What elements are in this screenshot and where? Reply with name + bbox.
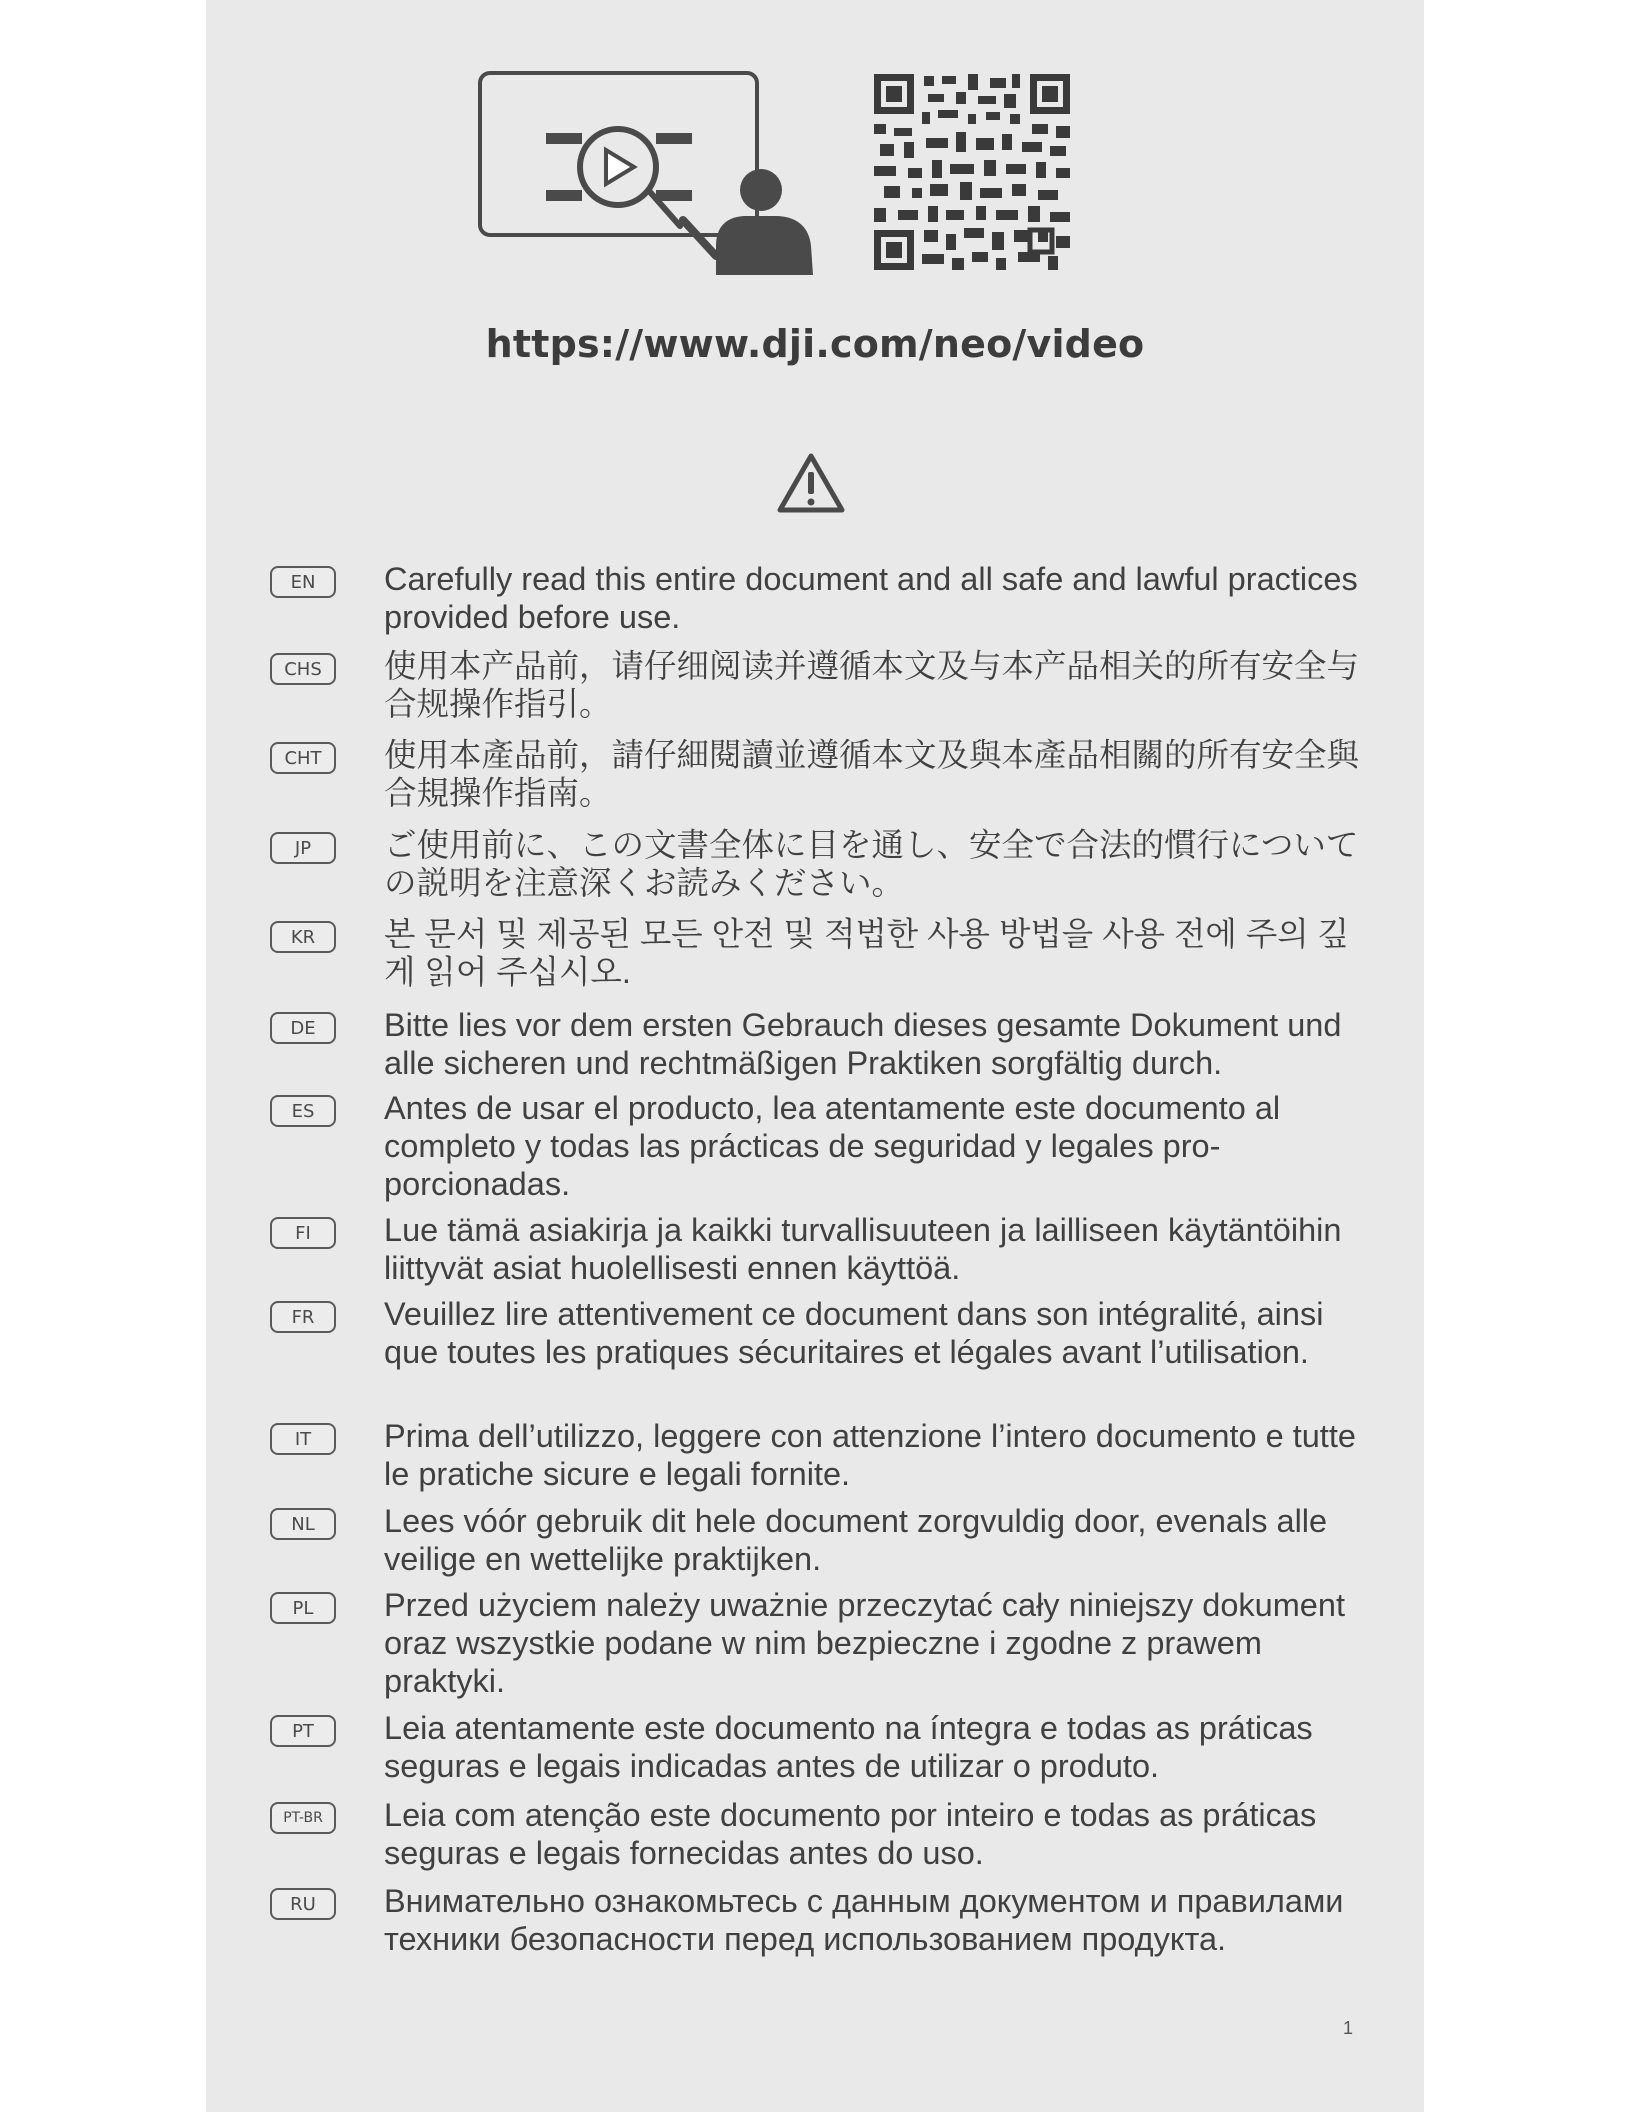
notice-text-jp: ご使用前に、この文書全体に目を通し、安全で合法的慣行についての説明を注意深くお読みください。 [384, 827, 1359, 901]
warning-triangle-icon [776, 452, 846, 516]
notice-text-it: Prima dell’utilizzo, leggere con attenzione l’intero documento e tutte le pratiche sicure e legali fornite. [384, 1418, 1356, 1492]
notice-text-en: Carefully read this entire document and all safe and lawful practices provided before use. [384, 561, 1358, 635]
language-badge-pt: PT [270, 1715, 336, 1747]
notice-fr [270, 1295, 1360, 1371]
notice-en [270, 560, 1360, 636]
notice-chs [270, 647, 1360, 723]
notice-es [270, 1089, 1360, 1203]
notice-text-kr: 본 문서 및 제공된 모든 안전 및 적법한 사용 방법을 사용 전에 주의 깊게 읽어 주십시오. [384, 916, 1350, 990]
notice-text-de: Bitte lies vor dem ersten Gebrauch dieses gesamte Dokument und alle sicheren und rechtmäßigen Praktiken sorgfältig durch. [384, 1007, 1342, 1081]
notice-text-pt: Leia atentamente este documento na íntegra e todas as práticas seguras e legais indicadas antes de utilizar o produto. [384, 1710, 1313, 1784]
video-url[interactable]: https://www.dji.com/neo/video [485, 322, 1145, 366]
notice-it [270, 1417, 1360, 1493]
page-number: 1 [1343, 2018, 1354, 2038]
notice-text-pt-br: Leia com atenção este documento por inteiro e todas as práticas seguras e legais fornecidas antes do uso. [384, 1797, 1317, 1871]
notice-text-es: Antes de usar el producto, lea atentamente este documento al completo y todas las prácticas de seguridad y legales pro-porcionadas. [384, 1090, 1281, 1202]
notice-pt-br [270, 1796, 1360, 1872]
notice-ru [270, 1882, 1360, 1958]
language-badge-pt-br: PT-BR [270, 1802, 336, 1834]
language-badge-es: ES [270, 1095, 336, 1127]
notice-cht [270, 736, 1360, 812]
language-badge-nl: NL [270, 1508, 336, 1540]
notice-text-pl: Przed użyciem należy uważnie przeczytać cały niniejszy dokument oraz wszystkie podane w nim bezpieczne i zgodne z prawem praktyki. [384, 1587, 1345, 1699]
language-badge-kr: KR [270, 921, 336, 953]
notice-jp [270, 826, 1360, 902]
notice-text-ru: Внимательно ознакомьтесь с данным документом и правилами техники безопасности перед использованием продукта. [384, 1883, 1344, 1957]
language-badge-pl: PL [270, 1592, 336, 1624]
language-badge-fi: FI [270, 1217, 336, 1249]
notice-text-fi: Lue tämä asiakirja ja kaikki turvallisuuteen ja lailliseen käytäntöihin liittyvät asiat huolellisesti ennen käyttöä. [384, 1212, 1342, 1286]
notice-text-nl: Lees vóór gebruik dit hele document zorgvuldig door, evenals alle veilige en wettelijke praktijken. [384, 1503, 1328, 1577]
notice-text-fr: Veuillez lire attentivement ce document dans son intégralité, ainsi que toutes les pratiques sécuritaires et légales avant l’utilisation. [384, 1296, 1324, 1370]
video-tutorial-icon [480, 73, 813, 275]
notice-nl [270, 1502, 1360, 1578]
notice-de [270, 1006, 1360, 1082]
language-badge-it: IT [270, 1423, 336, 1455]
language-badge-ru: RU [270, 1888, 336, 1920]
notice-text-cht: 使用本產品前，請仔細閱讀並遵循本文及與本產品相關的所有安全與合規操作指南。 [384, 737, 1360, 811]
qr-code-icon [872, 72, 1072, 272]
notice-pt [270, 1709, 1360, 1785]
language-badge-cht: CHT [270, 742, 336, 774]
notice-kr [270, 915, 1360, 991]
language-badge-fr: FR [270, 1301, 336, 1333]
language-badge-de: DE [270, 1012, 336, 1044]
notice-text-chs: 使用本产品前，请仔细阅读并遵循本文及与本产品相关的所有安全与合规操作指引。 [384, 648, 1360, 722]
video-header [478, 70, 1122, 280]
language-badge-jp: JP [270, 832, 336, 864]
language-badge-chs: CHS [270, 653, 336, 685]
notice-pl [270, 1586, 1360, 1700]
notice-fi [270, 1211, 1360, 1287]
language-badge-en: EN [270, 566, 336, 598]
